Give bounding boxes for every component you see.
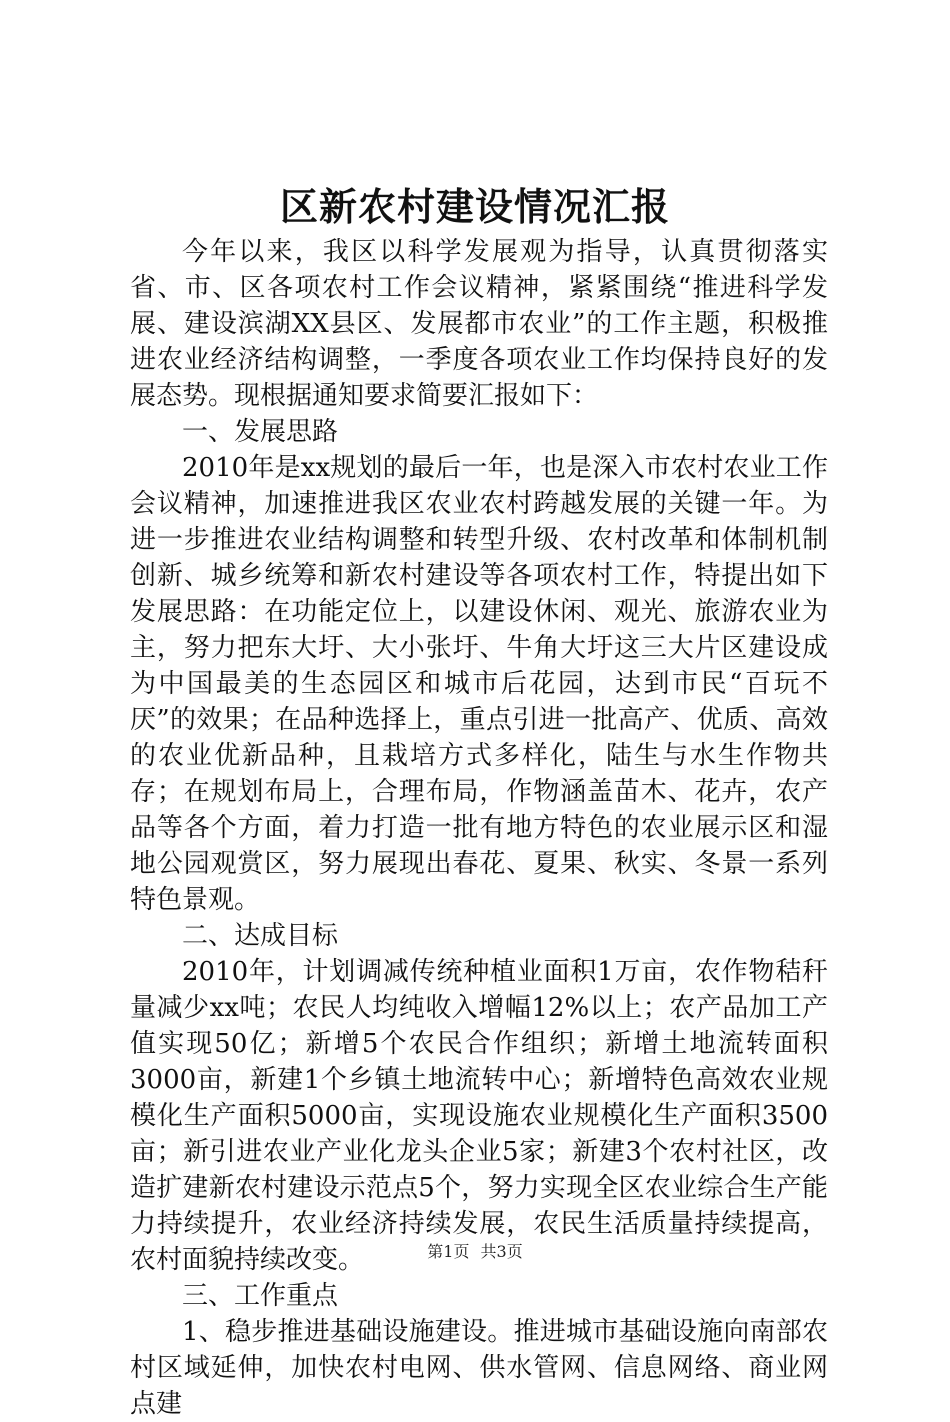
page-footer xyxy=(0,1241,950,1263)
page-total: 共3页 xyxy=(480,1242,523,1261)
intro-paragraph: 今年以来，我区以科学发展观为指导，认真贯彻落实省、市、区各项农村工作会议精神，紧紧围绕“推进科学发展、建设滨湖XX县区、发展都市农业”的工作主题，积极推进农业经济结构调整，一季度各项农业工作均保持良好的发展态势。现根据通知要求简要汇报如下： xyxy=(130,237,828,411)
development-ideas-paragraph: 2010年是xx规划的最后一年，也是深入市农村农业工作会议精神，加速推进我区农业农村跨越发展的关键一年。为进一步推进农业结构调整和转型升级、农村改革和体制机制创新、城乡统筹和新农村建设等各项农村工作，特提出如下发展思路：在功能定位上，以建设休闲、观光、旅游农业为主，努力把东大圩、大小张圩、牛角大圩这三大片区建设成为中国最美的生态园区和城市后花园，达到市民“百玩不厌”的效果；在品种选择上，重点引进一批高产、优质、高效的农业优新品种，且栽培方式多样化，陆生与水生作物共存；在规划布局上，合理布局，作物涵盖苗木、花卉，农产品等各个方面，着力打造一批有地方特色的农业展示区和湿地公园观赏区，努力展现出春花、夏果、秋实、冬景一系列特色景观。 xyxy=(130,453,828,915)
key-work-paragraph: 1、稳步推进基础设施建设。推进城市基础设施向南部农村区域延伸，加快农村电网、供水管网、信息网络、商业网点建 xyxy=(130,1317,828,1419)
section-heading-development-ideas: 一、发展思路 xyxy=(182,417,339,447)
page-number: 第1页 xyxy=(427,1242,470,1261)
document-title: 区新农村建设情况汇报 xyxy=(279,184,670,229)
section-heading-key-work: 三、工作重点 xyxy=(182,1281,339,1311)
targets-paragraph: 2010年，计划调减传统种植业面积1万亩，农作物秸秆量减少xx吨；农民人均纯收入增幅12%以上；农产品加工产值实现50亿；新增5个农民合作组织；新增土地流转面积3000亩，新建1个乡镇土地流转中心；新增特色高效农业规模化生产面积5000亩，实现设施农业规模化生产面积3500亩；新引进农业产业化龙头企业5家；新建3个农村社区，改造扩建新农村建设示范点5个，努力实现全区农业综合生产能力持续提升，农业经济持续发展，农民生活质量持续提高，农村面貌持续改变。 xyxy=(130,957,828,1275)
section-heading-targets: 二、达成目标 xyxy=(182,921,339,951)
